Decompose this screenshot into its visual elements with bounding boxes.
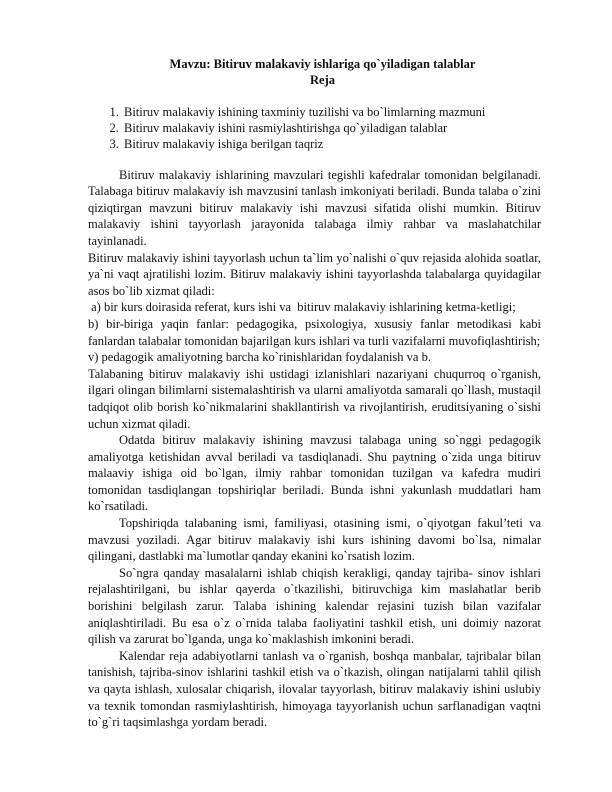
plan-list: [88, 104, 541, 153]
paragraph: So`ngra qanday masalalarni ishlab chiqish kerakligi, qanday tajriba- sinov ishlari rejalashtirilgani, bu ishlar qayerda o`tkazilishi, bitiruvchiga kim maslahatlar berib borishini belgilash zarur. Talaba ishining kalendar rejasini tuzish bilan vazifalar aniqlashtiriladi. Bu esa o`z o`rnida talaba faoliyatini tashkil etish, uni doimiy nazorat qilish va zarurat bo`lganda, unga ko`maklashish imkonini beradi.: [88, 565, 541, 647]
list-paragraph-v: v) pedagogik amaliyotning barcha ko`rinishlaridan foydalanish va b.: [88, 350, 431, 365]
document-body: [88, 167, 541, 731]
paragraph: Bitiruv malakaviy ishini tayyorlash uchun ta`lim yo`nalishi o`quv rejasida alohida soatlar, ya`ni vaqt ajratilishi lozim. Bitiruv malakaviy ishini tayyorlashda talabalarga quyidagilar asos bo`lib xizmat qiladi:: [88, 250, 541, 298]
paragraph: Bitiruv malakaviy ishlarining mavzulari tegishli kafedralar tomonidan belgilanadi. Talabaga bitiruv malakaviy ish mavzusini tanlash imkoniyati beriladi. Bunda talaba o`zini qiziqtirgan mavzuni bitiruv malakaviy ishi mavzusi sifatida olishi mumkin. Bitiruv malakaviy ishini tayyorlash jarayonida talabaga ilmiy rahbar va maslahatchilar tayinlanadi.: [88, 167, 541, 248]
paragraph: Topshiriqda talabaning ismi, familiyasi, otasining ismi, o`qiyotgan fakul’teti va mavzusi yoziladi. Agar bitiruv malakaviy ishi kurs ishining davomi bo`lsa, nimalar qilingani, dastlabki ma`lumotlar qanday ekanini ko`rsatish lozim.: [88, 516, 541, 564]
document-page: [88, 56, 541, 731]
plan-item: 3. Bitiruv malakaviy ishiga berilgan taqriz: [122, 136, 541, 152]
paragraph: Odatda bitiruv malakaviy ishining mavzusi talabaga uning so`nggi pedagogik amaliyotga ketishidan avval beriladi va tasdiqlanadi. Shu paytning o`zida unga bitiruv malaaviy ishiga oid bo`lgan, ilmiy rahbar tomonidan tuzilgan va kafedra mudiri tomonidan tasdiqlangan topshiriqlar beriladi. Bunda ishni yakunlash muddatlari ham ko`rsatiladi.: [88, 433, 541, 514]
paragraph: Kalendar reja adabiyotlarni tanlash va o`rganish, boshqa manbalar, tajribalar bilan tanishish, tajriba-sinov ishlarini tashkil etish va o`tkazish, olingan natijalarni tahlil qilish va qayta ishlash, xulosalar chiqarish, ilovalar tayyorlash, bitiruv malakaviy ishini uslubiy va texnik tomondan rasmiylashtirish, himoyaga tayyorlanish uchun sarflanadigan vaqtni to`g`ri taqsimlashga yordam beradi.: [88, 648, 541, 730]
plan-item: 2. Bitiruv malakaviy ishini rasmiylashtirishga qo`yiladigan talablar: [122, 120, 541, 136]
paragraph: Talabaning bitiruv malakaviy ishi ustidagi izlanishlari nazariyani chuqurroq o`rganish, ilgari olingan bilimlarni sistemalashtirish va ularni amaliyotda samarali qo`llash, mustaqil tadqiqot olib borish ko`nikmalarini shakllantirish va rivojlantirish, eruditsiyaning o`sishi uchun xizmat qiladi.: [88, 366, 541, 431]
list-paragraph-b: b) bir-biriga yaqin fanlar: pedagogika, psixologiya, xususiy fanlar metodikasi kabi fanlardan talabalar tomonidan bajarilgan kurs ishlari va turli vazifalarni muvofiqlashtirish;: [88, 316, 541, 348]
plan-item: 1. Bitiruv malakaviy ishining taxminiy tuzilishi va bo`limlarning mazmuni: [122, 104, 541, 120]
document-title: Mavzu: Bitiruv malakaviy ishlariga qo`yiladigan talablar: [169, 57, 476, 71]
list-paragraph-a: a) bir kurs doirasida referat, kurs ishi va bitiruv malakaviy ishlarining ketma-ketligi;: [88, 300, 516, 315]
plan-heading: Reja: [310, 73, 335, 87]
